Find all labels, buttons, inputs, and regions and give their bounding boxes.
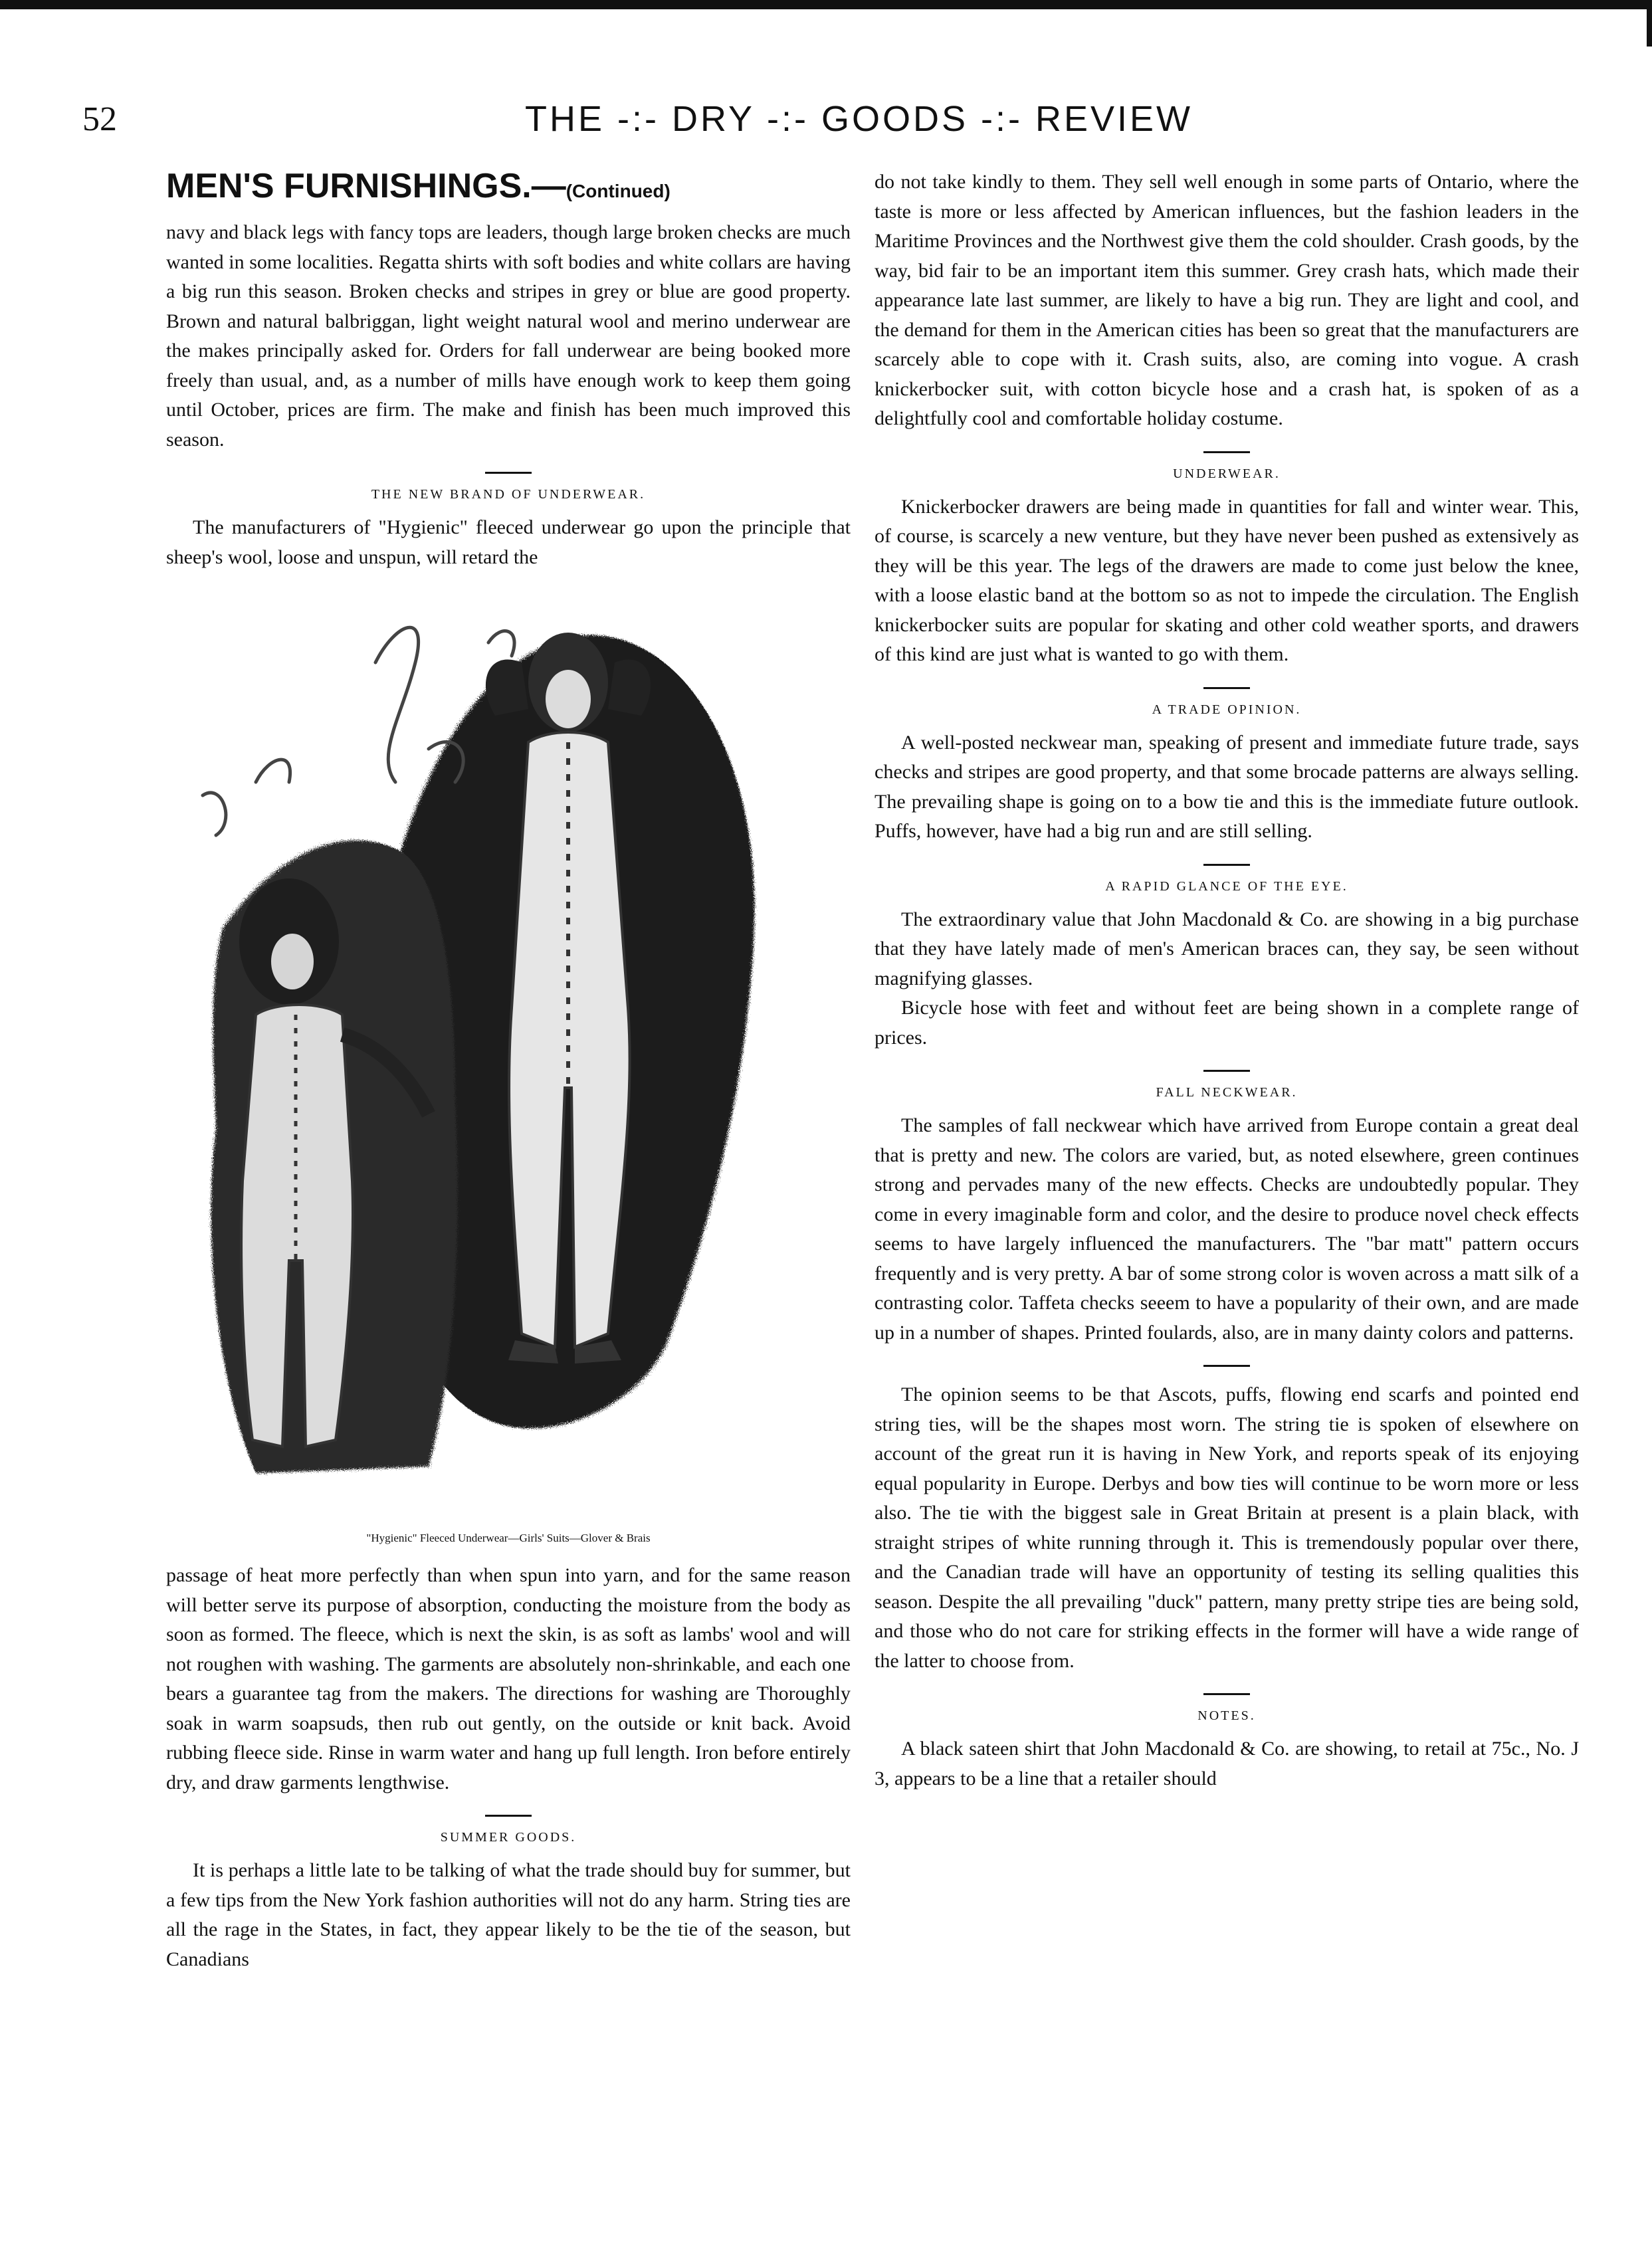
divider [1203,1693,1250,1695]
paragraph: do not take kindly to them. They sell well enough in some parts of Ontario, where the taste is more or less affected by American influences, but the fashion leaders in the Maritime Provinces and the Northwest give them the cold shoulder. Crash goods, by the way, bid fair to be an important item this summer. Grey crash hats, which made their appearance late last summer, are likely to have a big run. They are light and cool, and the demand for them in the American cities has been so great that the manufacturers are scarcely able to cope with it. Crash suits, also, are coming into vogue. A crash knickerbocker suit, with cotton bicycle hose and a crash hat, is spoken of as a delightfully cool and comfortable holiday costume. [875,171,1579,429]
page-number: 52 [82,100,117,138]
paragraph: A well-posted neckwear man, speaking of present and immediate future trade, says checks and stripes are good property, and that some brocade patterns are always selling. The prevailing shape is going on to a bow tie and this is the immediate future outlook. Puffs, however, have had a big run and are still selling. [875,731,1579,842]
subheading: A RAPID GLANCE OF THE EYE. [1105,878,1348,894]
paragraph: navy and black legs with fancy tops are leaders, though large broken checks are much wanted in some localities. Regatta shirts with soft bodies and white collars are having a big run this season. Broken checks and stripes in grey or blue are good property. Brown and natural balbriggan, light weight natural wool and merino underwear are the makes principally asked for. Orders for fall underwear are being booked more freely than usual, and, as a number of mills have enough work to keep them going until October, prices are firm. The make and finish has been much improved this season. [166,221,851,451]
paragraph: The manufacturers of "Hygienic" fleeced underwear go upon the principle that sheep's wool, loose and unspun, will retard the [166,516,851,568]
publication-title: THE -:- DRY -:- GOODS -:- REVIEW [525,99,1193,139]
section-title [166,166,851,206]
divider [1203,687,1250,689]
page-edge [1647,0,1652,47]
right-column [875,167,1579,1793]
underwear-illustration [176,583,841,1526]
subheading: A TRADE OPINION. [1152,702,1302,717]
section-continued: (Continued) [566,181,671,201]
subheading: THE NEW BRAND OF UNDERWEAR. [371,487,646,502]
paragraph: Bicycle hose with feet and without feet are being shown in a complete range of prices. [875,997,1579,1049]
section-title-text: MEN'S FURNISHINGS.— [166,167,566,205]
figure-caption: "Hygienic" Fleeced Underwear—Girls' Suits—Glover & Brais [366,1532,651,1544]
paragraph: Knickerbocker drawers are being made in quantities for fall and winter wear. This, of course, is scarcely a new venture, but they have never been pushed as extensively as they will be this year. The legs of the drawers are made to come just below the knee, with a loose elastic band at the bottom so as not to impede the circulation. The English knickerbocker suits are popular for skating and other cold weather sports, and drawers of this kind are just what is wanted to go with them. [875,495,1579,665]
left-column [166,166,851,1974]
divider [1203,864,1250,866]
paragraph: It is perhaps a little late to be talking of what the trade should buy for summer, but a few tips from the New York fashion authorities will not do any harm. String ties are all the rage in the States, in fact, they appear likely to be the tie of the season, but Canadians [166,1859,851,1970]
paragraph: passage of heat more perfectly than when spun into yarn, and for the same reason will better serve its purpose of absorption, conducting the moisture from the body as soon as formed. The fleece, which is next the skin, is as soft as lambs' wool and will not roughen with washing. The garments are absolutely non-shrinkable, and each one bears a guarantee tag from the makers. The directions for washing are Thoroughly soak in warm soapsuds, then rub out gently, on the outside or knit back. Avoid rubbing fleece side. Rinse in warm water and hang up full length. Iron before entirely dry, and draw garments lengthwise. [166,1564,851,1793]
paragraph: A black sateen shirt that John Macdonald & Co. are showing, to retail at 75c., No. J 3, appears to be a line that a retailer should [875,1738,1579,1789]
divider [1203,1365,1250,1367]
divider [485,1815,532,1817]
divider [1203,1070,1250,1072]
paragraph: The opinion seems to be that Ascots, puffs, flowing end scarfs and pointed end string ties, will be the shapes most worn. The string tie is spoken of elsewhere on account of the great run it is having in New York, and reports speak of its enjoying equal popularity in Europe. Derbys and bow ties will continue to be worn more or less also. The tie with the biggest sale in Great Britain at present is a plain black, with straight stripes of white running through it. This is tremendously popular over there, and the Canadian trade will have an opportunity of testing its selling qualities this season. Despite the all prevailing "duck" pattern, many pretty stripe ties are being sold, and those who do not care for striking effects in the former will have a wide range of the latter to choose from. [875,1383,1579,1672]
paragraph: The samples of fall neckwear which have arrived from Europe contain a great deal that is pretty and new. The colors are varied, but, as noted elsewhere, green continues strong and pervades many of the new effects. Checks are undoubtedly popular. They come in every imaginable form and color, and the desire to produce novel check effects seems to have largely influenced the manufacturers. The "bar matt" pattern occurs frequently and is very pretty. A bar of some strong color is woven across a matt silk of a contrasting color. Taffeta checks seeem to have a popularity of their own, and are made up in a number of shapes. Printed foulards, also, are in many dainty colors and patterns. [875,1114,1579,1344]
top-border [0,0,1652,9]
engraving-figures [176,583,841,1526]
subheading: FALL NECKWEAR. [1156,1085,1298,1100]
subheading: UNDERWEAR. [1173,466,1281,481]
subheading: SUMMER GOODS. [440,1830,577,1845]
divider [485,472,532,474]
paragraph: The extraordinary value that John Macdonald & Co. are showing in a big purchase that they have lately made of men's American braces can, they say, be seen without magnifying glasses. [875,908,1579,989]
divider [1203,451,1250,453]
subheading: NOTES. [1197,1708,1256,1723]
